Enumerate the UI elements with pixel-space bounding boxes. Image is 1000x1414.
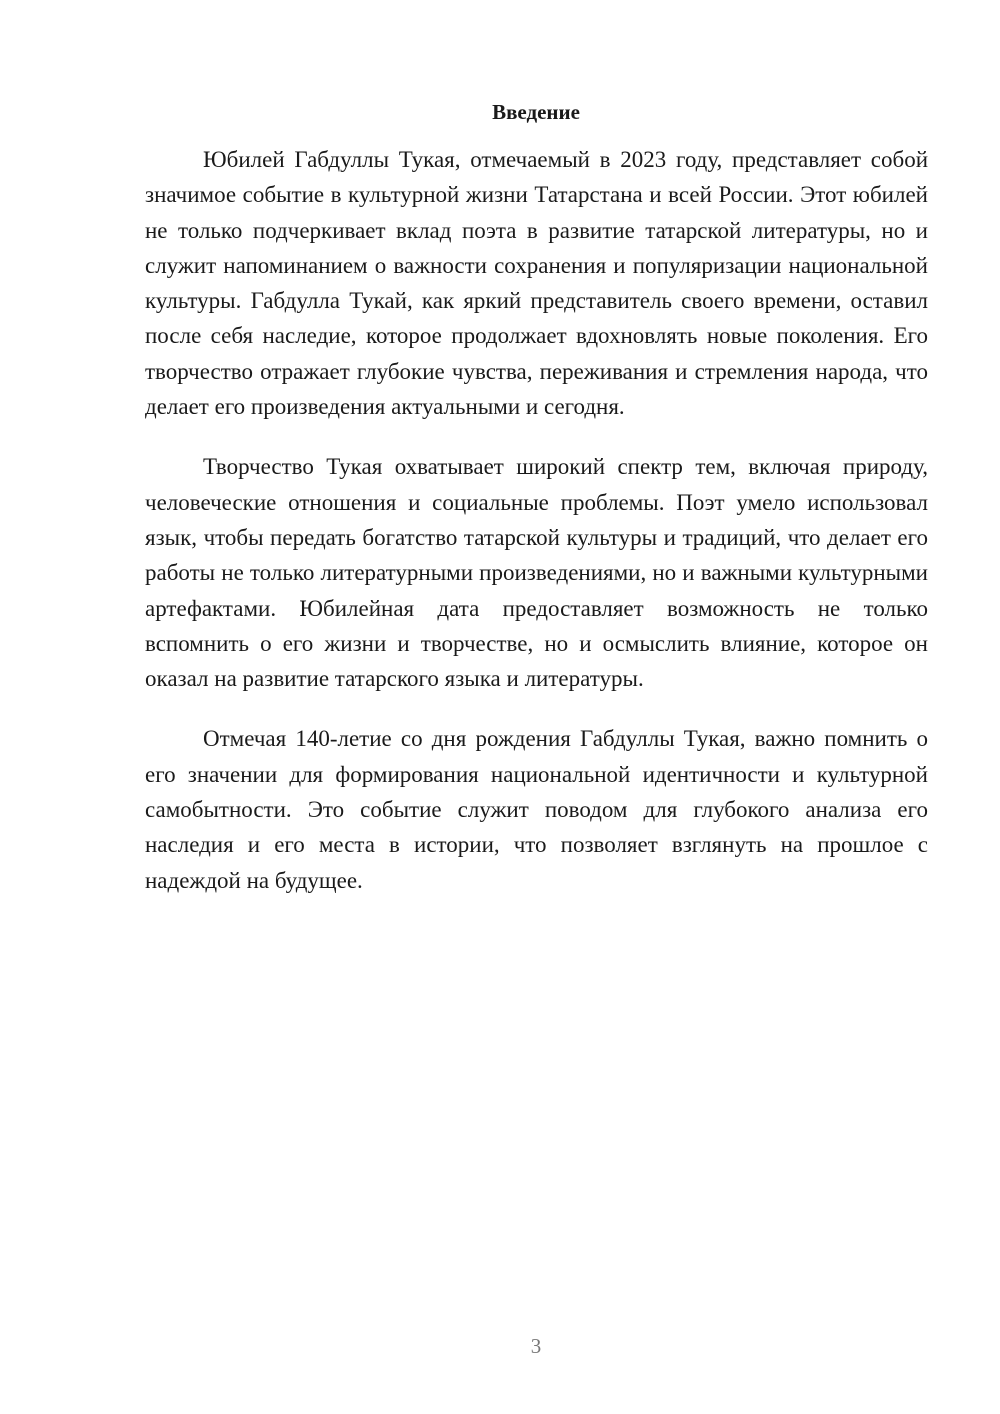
paragraph-2: Творчество Тукая охватывает широкий спектр тем, включая природу, человеческие отношения и социальные проблемы. Поэт умело использовал язык, чтобы передать богатство татарской культуры и традиций, что делает его работы не только литературными произведениями, но и важными культурными артефактами. Юбилейная дата предоставляет возможность не только вспомнить о его жизни и творчестве, но и осмыслить влияние, которое он оказал на развитие татарского языка и литературы. bbox=[145, 454, 928, 692]
body-text bbox=[145, 142, 928, 923]
section-heading: Введение bbox=[492, 100, 580, 124]
paragraph-1: Юбилей Габдуллы Тукая, отмечаемый в 2023 году, представляет собой значимое событие в культурной жизни Татарстана и всей России. Этот юбилей не только подчеркивает вклад поэта в развитие татарской литературы, но и служит напоминанием о важности сохранения и популяризации национальной культуры. Габдулла Тукай, как яркий представитель своего времени, оставил после себя наследие, которое продолжает вдохновлять новые поколения. Его творчество отражает глубокие чувства, переживания и стремления народа, что делает его произведения актуальными и сегодня. bbox=[145, 147, 928, 420]
paragraph-3: Отмечая 140-летие со дня рождения Габдуллы Тукая, важно помнить о его значении для формирования национальной идентичности и культурной самобытности. Это событие служит поводом для глубокого анализа его наследия и его места в истории, что позволяет взглянуть на прошлое с надеждой на будущее. bbox=[145, 726, 928, 893]
page-number: 3 bbox=[530, 1334, 542, 1358]
